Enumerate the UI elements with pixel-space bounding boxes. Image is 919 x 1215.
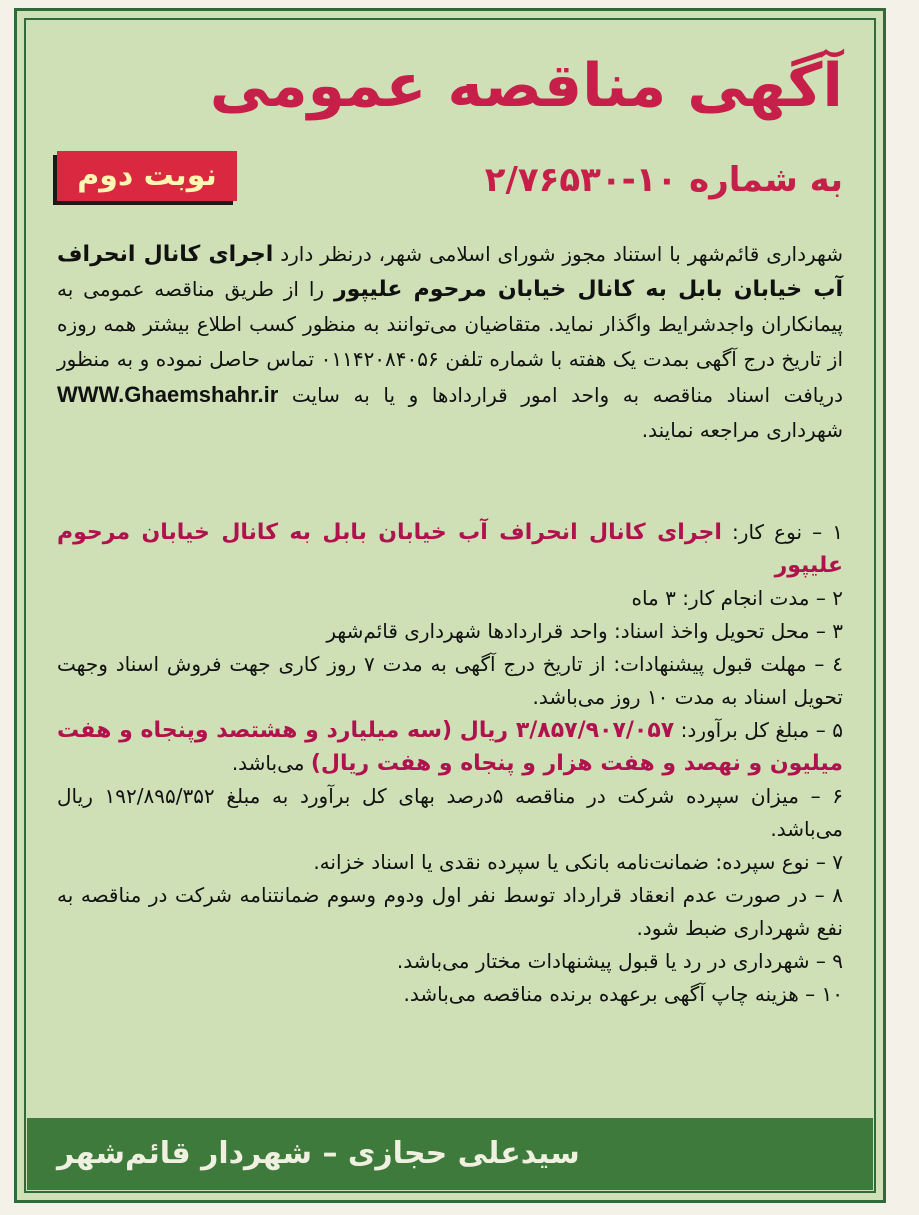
estimate-amount: ۳/۸۵۷/۹۰۷/۰۵۷ ریال (سه میلیارد و هشتصد وپنجاه و هفت میلیون و نهصد و هفت هزار و پنجاه و هفت ریال) [57, 718, 843, 776]
mayor-signature: سیدعلی حجازی – شهردار قائم‌شهر [57, 1136, 580, 1171]
list-item: ۱۰ – هزینه چاپ آگهی برعهده برنده مناقصه می‌باشد. [403, 982, 843, 1006]
tender-number: به شماره ۱۰-۲/۷۶۵۳۰ [484, 160, 843, 200]
list-item: ۸ – در صورت عدم انعقاد قرارداد توسط نفر اول ودوم وسوم ضمانتنامه شرکت در مناقصه به نفع شهرداری ضبط شود. [57, 883, 843, 940]
intro-text-1: شهرداری قائم‌شهر با استناد مجوز شورای اسلامی شهر، درنظر دارد [280, 242, 843, 266]
intro-paragraph [57, 237, 843, 448]
tender-notice [14, 8, 886, 1203]
list-item: ۲ – مدت انجام کار: ۳ ماه [631, 586, 843, 610]
item-label: ۱ – نوع کار: [732, 520, 844, 544]
list-item: ۶ – میزان سپرده شرکت در مناقصه ۵درصد بهای کل برآورد به مبلغ ۱۹۲/۸۹۵/۳۵۲ ریال می‌باشد. [57, 784, 843, 841]
item-suffix: می‌باشد. [231, 751, 305, 775]
item-highlight: اجرای کانال انحراف آب خیابان بابل به کانال خیابان مرحوم علیپور [57, 520, 843, 578]
item-label: ۵ – مبلغ کل برآورد: [680, 718, 844, 742]
list-item [57, 714, 843, 780]
intro-text-3: شهرداری مراجعه نمایند. [641, 418, 843, 442]
project-name: اجرای کانال انحراف آب خیابان بابل به کانال خیابان مرحوم علیپور [57, 242, 844, 302]
notice-title: آگهی مناقصه عمومی [209, 51, 843, 121]
list-item: ٤ – مهلت قبول پیشنهادات: از تاریخ درج آگهی به مدت ۷ روز کاری جهت فروش اسناد وجهت تحویل اسناد به مدت ۱۰ روز می‌باشد. [57, 652, 843, 709]
intro-text-2: را از طریق مناقصه عمومی به پیمانکاران واجدشرایط واگذار نماید. متقاضیان می‌توانند به منظور کسب اطلاع بیشتر همه روزه از تاریخ درج آگهی بمدت یک هفته با شماره تلفن ۰۱۱۴۲۰۸۴۰۵۶ تماس حاصل نموده و به منظور دریافت اسناد مناقصه به واحد امور قراردادها و یا به سایت [57, 277, 844, 407]
website-link[interactable]: WWW.Ghaemshahr.ir [57, 382, 279, 407]
signature-bar [27, 1118, 873, 1190]
list-item: ۳ – محل تحویل واخذ اسناد: واحد قراردادها شهرداری قائم‌شهر [326, 619, 843, 643]
list-item: ۷ – نوع سپرده: ضمانت‌نامه بانکی یا سپرده نقدی یا اسناد خزانه. [313, 850, 843, 874]
list-item: ۹ – شهرداری در رد یا قبول پیشنهادات مختار می‌باشد. [396, 949, 843, 973]
conditions-list [57, 516, 843, 1011]
second-round-badge: نوبت دوم [57, 151, 237, 201]
list-item [57, 516, 843, 582]
